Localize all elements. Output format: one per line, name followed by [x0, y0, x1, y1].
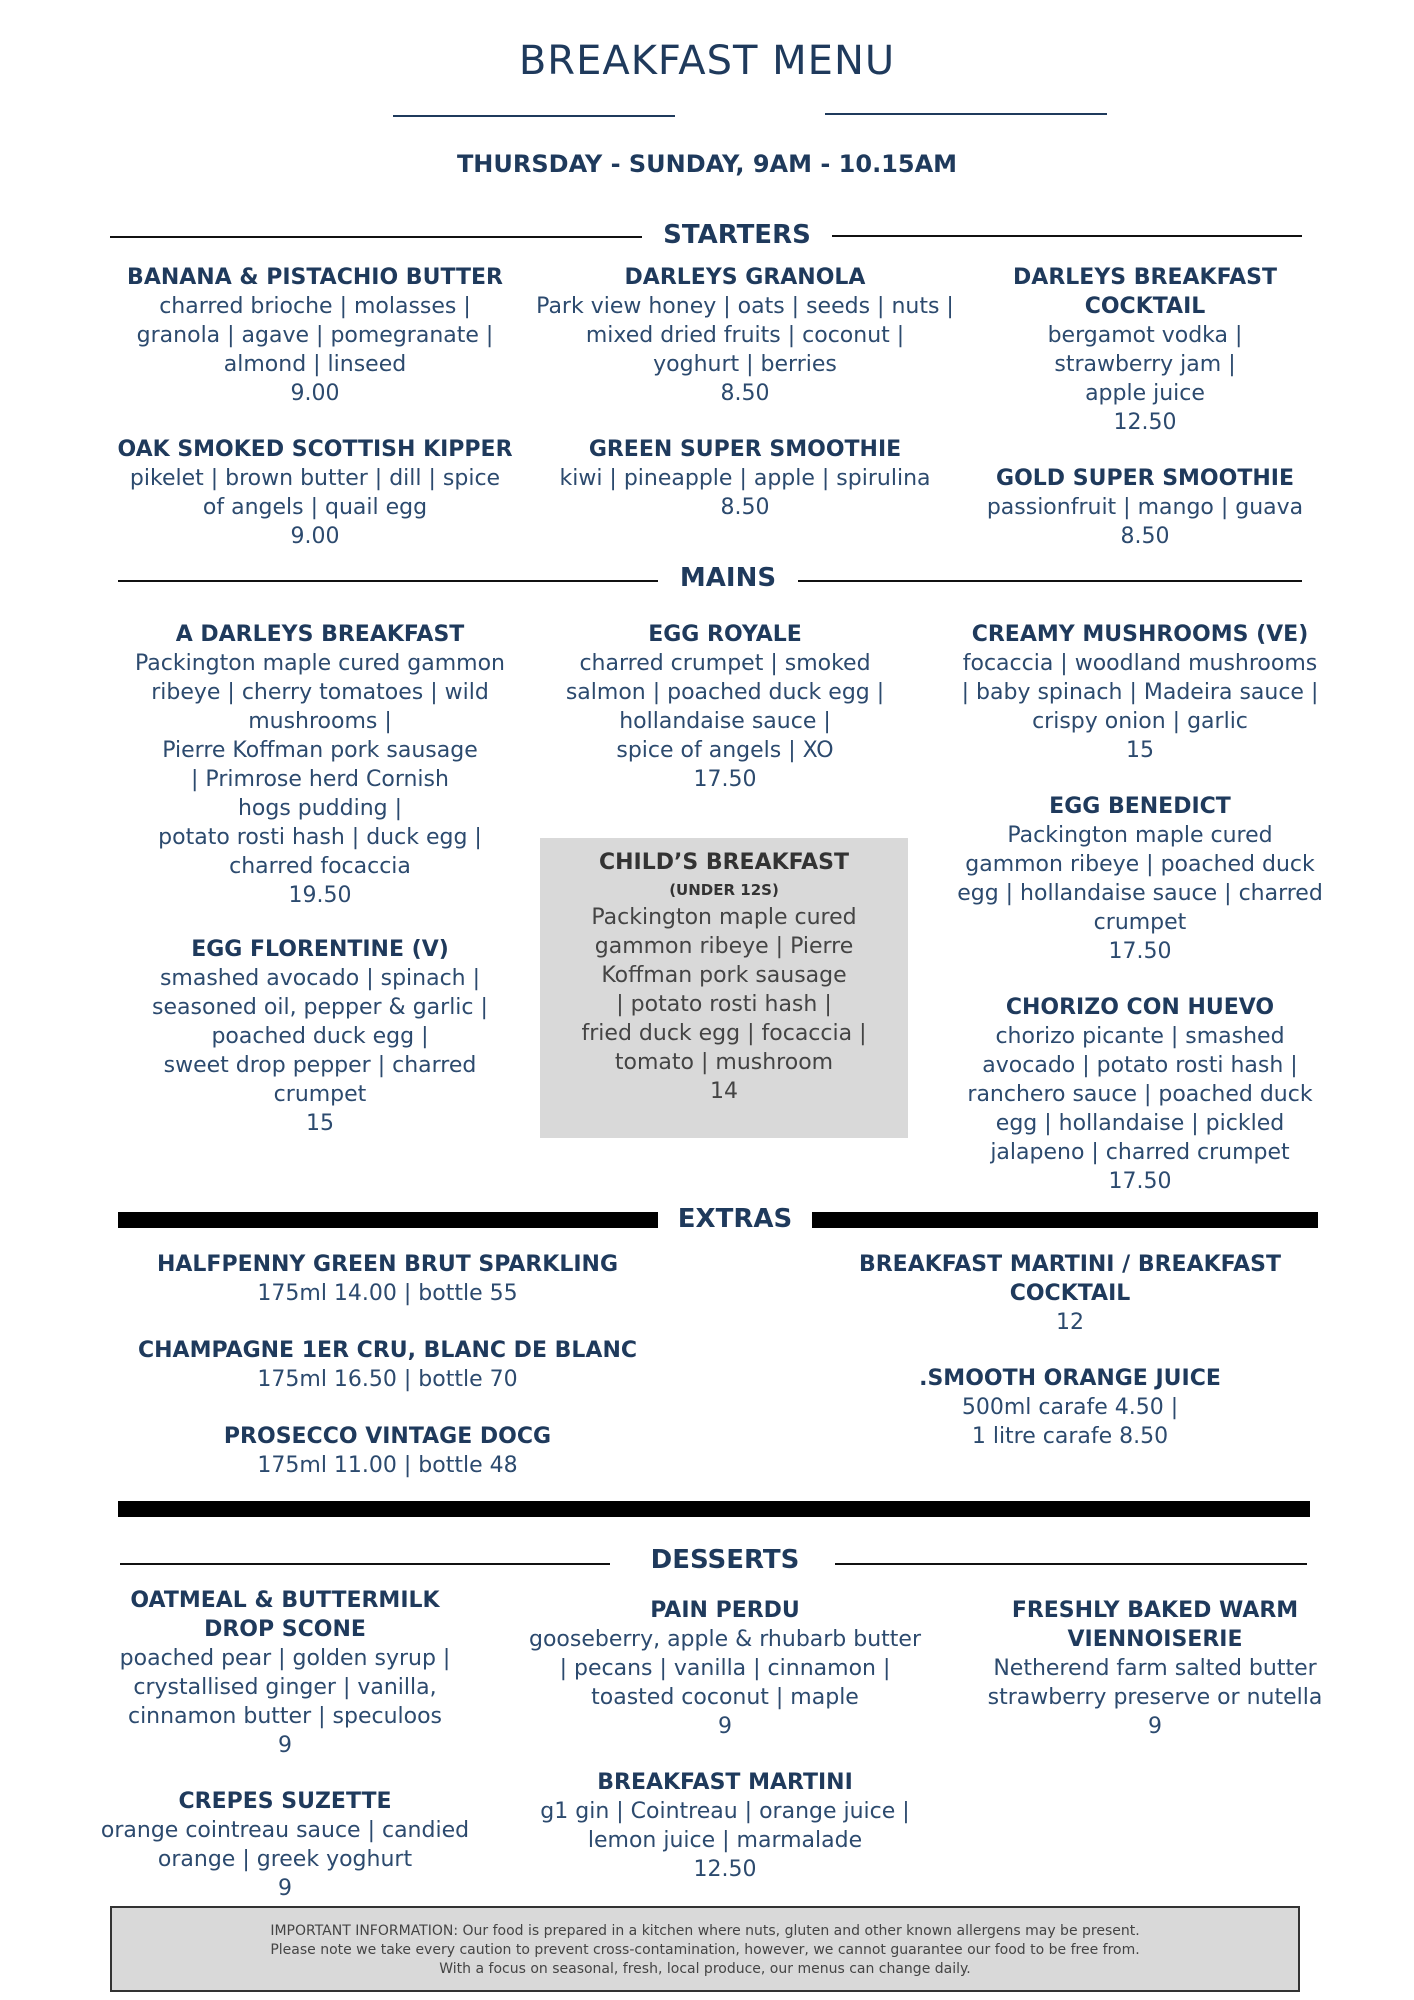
- item-description: tomato | mushroom: [614, 1050, 834, 1075]
- menu-item: [115, 1422, 660, 1480]
- item-description: 175ml 11.00 | bottle 48: [257, 1453, 518, 1478]
- item-description: fried duck egg | focaccia |: [581, 1021, 867, 1046]
- item-description: spice of angels | XO: [616, 738, 834, 763]
- item-description: Packington maple cured: [1007, 823, 1273, 848]
- menu-item: [540, 848, 908, 1106]
- item-description: 500ml carafe 4.50 |: [961, 1395, 1179, 1420]
- item-price: 15: [1126, 738, 1154, 763]
- item-description: charred brioche | molasses |: [159, 294, 471, 319]
- item-name: OATMEAL & BUTTERMILK: [130, 1588, 440, 1613]
- item-description: crumpet: [273, 1082, 367, 1107]
- item-description: Packington maple cured gammon: [135, 651, 505, 676]
- item-description: gooseberry, apple & rhubarb butter: [528, 1627, 922, 1652]
- mains-rule-right: [798, 580, 1302, 582]
- item-price: 9: [278, 1876, 292, 1901]
- menu-item: [115, 1336, 660, 1394]
- menu-item: [105, 620, 535, 910]
- item-description: hollandaise sauce |: [619, 709, 831, 734]
- item-description: cinnamon butter | speculoos: [127, 1704, 443, 1729]
- item-description: almond | linseed: [223, 352, 407, 377]
- item-name: DARLEYS BREAKFAST: [1013, 265, 1277, 290]
- item-description: avocado | potato rosti hash |: [982, 1053, 1298, 1078]
- item-description: smashed avocado | spinach |: [159, 966, 481, 991]
- item-price: 17.50: [1108, 939, 1172, 964]
- item-description: crystallised ginger | vanilla,: [133, 1675, 437, 1700]
- menu-item: [965, 464, 1325, 551]
- item-name: BREAKFAST MARTINI / BREAKFAST: [858, 1252, 1282, 1277]
- item-name: CHAMPAGNE 1ER CRU, BLANC DE BLANC: [137, 1338, 638, 1363]
- item-name: EGG ROYALE: [648, 622, 802, 647]
- item-description: Park view honey | oats | seeds | nuts |: [536, 294, 954, 319]
- item-description: strawberry preserve or nutella: [987, 1685, 1323, 1710]
- extras-rule-right: [812, 1212, 1318, 1228]
- item-description: crispy onion | garlic: [1032, 709, 1248, 734]
- item-name: PAIN PERDU: [650, 1598, 800, 1623]
- item-description: kiwi | pineapple | apple | spirulina: [559, 466, 931, 491]
- item-description: gammon ribeye | poached duck: [965, 852, 1315, 877]
- item-name: GREEN SUPER SMOOTHIE: [588, 437, 902, 462]
- item-name: COCKTAIL: [1009, 1281, 1131, 1306]
- desserts-rule-right: [835, 1563, 1307, 1565]
- item-description: mushrooms |: [248, 709, 392, 734]
- item-description: Pierre Koffman pork sausage: [162, 738, 478, 763]
- item-description: ranchero sauce | poached duck: [967, 1082, 1313, 1107]
- item-description: charred focaccia: [229, 854, 411, 879]
- item-description: | Primrose herd Cornish: [191, 767, 449, 792]
- item-description: sweet drop pepper | charred: [163, 1053, 477, 1078]
- item-description: g1 gin | Cointreau | orange juice |: [540, 1799, 910, 1824]
- menu-item: [510, 1768, 940, 1884]
- item-price: 9: [1148, 1714, 1162, 1739]
- item-name: VIENNOISERIE: [1067, 1627, 1243, 1652]
- item-name: CHILD’S BREAKFAST: [598, 850, 850, 875]
- extras-rule-bottom: [118, 1501, 1310, 1517]
- item-price: 9: [278, 1733, 292, 1758]
- item-name: DROP SCONE: [204, 1617, 366, 1642]
- item-description: poached pear | golden syrup |: [119, 1646, 451, 1671]
- item-subtitle: (UNDER 12S): [669, 881, 779, 899]
- item-description: yoghurt | berries: [653, 352, 837, 377]
- section-heading-desserts: DESSERTS: [650, 1545, 800, 1575]
- menu-item: [960, 1596, 1350, 1741]
- item-price: 12.50: [693, 1857, 757, 1882]
- item-description: 175ml 14.00 | bottle 55: [257, 1281, 518, 1306]
- item-description: apple juice: [1085, 381, 1205, 406]
- title-rule-left: [393, 115, 675, 117]
- item-name: EGG BENEDICT: [1049, 794, 1231, 819]
- starters-rule-left: [110, 236, 642, 238]
- item-description: 1 litre carafe 8.50: [971, 1424, 1169, 1449]
- menu-item: [820, 1250, 1320, 1337]
- menu-item: [935, 792, 1345, 966]
- menu-item: [510, 1596, 940, 1741]
- section-heading-extras: EXTRAS: [677, 1204, 793, 1234]
- item-description: egg | hollandaise sauce | charred: [957, 881, 1323, 906]
- item-description: passionfruit | mango | guava: [986, 495, 1304, 520]
- item-price: 17.50: [1108, 1169, 1172, 1194]
- menu-item: [525, 263, 965, 408]
- menu-item: [115, 1250, 660, 1308]
- item-name: FRESHLY BAKED WARM: [1011, 1598, 1299, 1623]
- item-description: | pecans | vanilla | cinnamon |: [559, 1656, 891, 1681]
- item-description: salmon | poached duck egg |: [565, 680, 885, 705]
- item-description: crumpet: [1093, 910, 1187, 935]
- item-price: 14: [710, 1079, 738, 1104]
- item-name: EGG FLORENTINE (V): [191, 937, 449, 962]
- item-price: 19.50: [288, 883, 352, 908]
- item-name: COCKTAIL: [1084, 294, 1206, 319]
- item-description: bergamot vodka |: [1047, 323, 1243, 348]
- item-name: CREPES SUZETTE: [178, 1789, 392, 1814]
- item-description: 12: [1056, 1310, 1084, 1335]
- menu-item: [820, 1364, 1320, 1451]
- item-description: | potato rosti hash |: [616, 992, 832, 1017]
- notice-line: IMPORTANT INFORMATION: Our food is prepared in a kitchen where nuts, gluten and other known allergens may be present.: [270, 1923, 1140, 1939]
- item-description: Netherend farm salted butter: [993, 1656, 1317, 1681]
- item-name: CHORIZO CON HUEVO: [1005, 995, 1275, 1020]
- item-name: BREAKFAST MARTINI: [597, 1770, 853, 1795]
- item-description: focaccia | woodland mushrooms: [962, 651, 1318, 676]
- menu-item: [85, 1787, 485, 1903]
- item-description: hogs pudding |: [237, 796, 403, 821]
- item-name: BANANA & PISTACHIO BUTTER: [127, 265, 503, 290]
- item-description: strawberry jam |: [1054, 352, 1236, 377]
- item-price: 17.50: [693, 767, 757, 792]
- item-description: lemon juice | marmalade: [587, 1828, 863, 1853]
- item-price: 15: [306, 1111, 334, 1136]
- item-price: 9.00: [290, 381, 340, 406]
- opening-hours: THURSDAY - SUNDAY, 9AM - 10.15AM: [456, 150, 958, 178]
- item-name: HALFPENNY GREEN BRUT SPARKLING: [156, 1252, 619, 1277]
- item-name: DARLEYS GRANOLA: [624, 265, 866, 290]
- menu-item: [535, 620, 915, 794]
- item-description: potato rosti hash | duck egg |: [158, 825, 482, 850]
- title-rule-right: [825, 113, 1107, 115]
- item-name: .SMOOTH ORANGE JUICE: [919, 1366, 1221, 1391]
- item-description: pikelet | brown butter | dill | spice: [129, 466, 501, 491]
- item-description: seasoned oil, pepper & garlic |: [152, 995, 488, 1020]
- menu-item: [935, 993, 1345, 1196]
- item-price: 8.50: [1120, 524, 1170, 549]
- item-description: | baby spinach | Madeira sauce |: [961, 680, 1319, 705]
- childs-breakfast-box: [540, 838, 908, 1138]
- mains-rule-left: [118, 580, 658, 582]
- item-name: A DARLEYS BREAKFAST: [175, 622, 465, 647]
- item-description: gammon ribeye | Pierre: [594, 934, 854, 959]
- item-description: mixed dried fruits | coconut |: [585, 323, 905, 348]
- section-heading-mains: MAINS: [679, 563, 777, 593]
- item-description: Packington maple cured: [591, 905, 857, 930]
- item-price: 12.50: [1113, 410, 1177, 435]
- item-description: orange | greek yoghurt: [157, 1847, 413, 1872]
- item-description: charred crumpet | smoked: [579, 651, 871, 676]
- menu-item: [935, 620, 1345, 765]
- item-name: CREAMY MUSHROOMS (VE): [971, 622, 1309, 647]
- item-description: poached duck egg |: [211, 1024, 429, 1049]
- notice-line: With a focus on seasonal, fresh, local produce, our menus can change daily.: [439, 1961, 971, 1977]
- item-description: Koffman pork sausage: [601, 963, 847, 988]
- notice-line: Please note we take every caution to prevent cross-contamination, however, we cannot guarantee our food to be free from.: [270, 1942, 1140, 1958]
- item-description: chorizo picante | smashed: [995, 1024, 1285, 1049]
- menu-item: [965, 263, 1325, 437]
- page-title: BREAKFAST MENU: [518, 38, 896, 84]
- item-name: GOLD SUPER SMOOTHIE: [996, 466, 1294, 491]
- item-description: granola | agave | pomegranate |: [136, 323, 494, 348]
- item-description: orange cointreau sauce | candied: [100, 1818, 470, 1843]
- desserts-rule-left: [120, 1563, 610, 1565]
- menu-item: [105, 435, 525, 551]
- item-name: OAK SMOKED SCOTTISH KIPPER: [117, 437, 513, 462]
- item-price: 8.50: [720, 495, 770, 520]
- menu-item: [105, 263, 525, 408]
- menu-item: [525, 435, 965, 522]
- menu-item: [105, 935, 535, 1138]
- item-description: of angels | quail egg: [202, 495, 428, 520]
- item-description: toasted coconut | maple: [591, 1685, 859, 1710]
- starters-rule-right: [832, 235, 1302, 237]
- section-heading-starters: STARTERS: [663, 220, 811, 250]
- item-description: ribeye | cherry tomatoes | wild: [151, 680, 489, 705]
- menu-item: [85, 1586, 485, 1760]
- allergen-notice: [110, 1906, 1300, 1992]
- item-description: jalapeno | charred crumpet: [990, 1140, 1290, 1165]
- extras-rule-left: [118, 1212, 658, 1228]
- item-description: egg | hollandaise | pickled: [995, 1111, 1285, 1136]
- item-price: 9: [718, 1714, 732, 1739]
- item-name: PROSECCO VINTAGE DOCG: [223, 1424, 552, 1449]
- item-price: 9.00: [290, 524, 340, 549]
- item-price: 8.50: [720, 381, 770, 406]
- item-description: 175ml 16.50 | bottle 70: [257, 1367, 518, 1392]
